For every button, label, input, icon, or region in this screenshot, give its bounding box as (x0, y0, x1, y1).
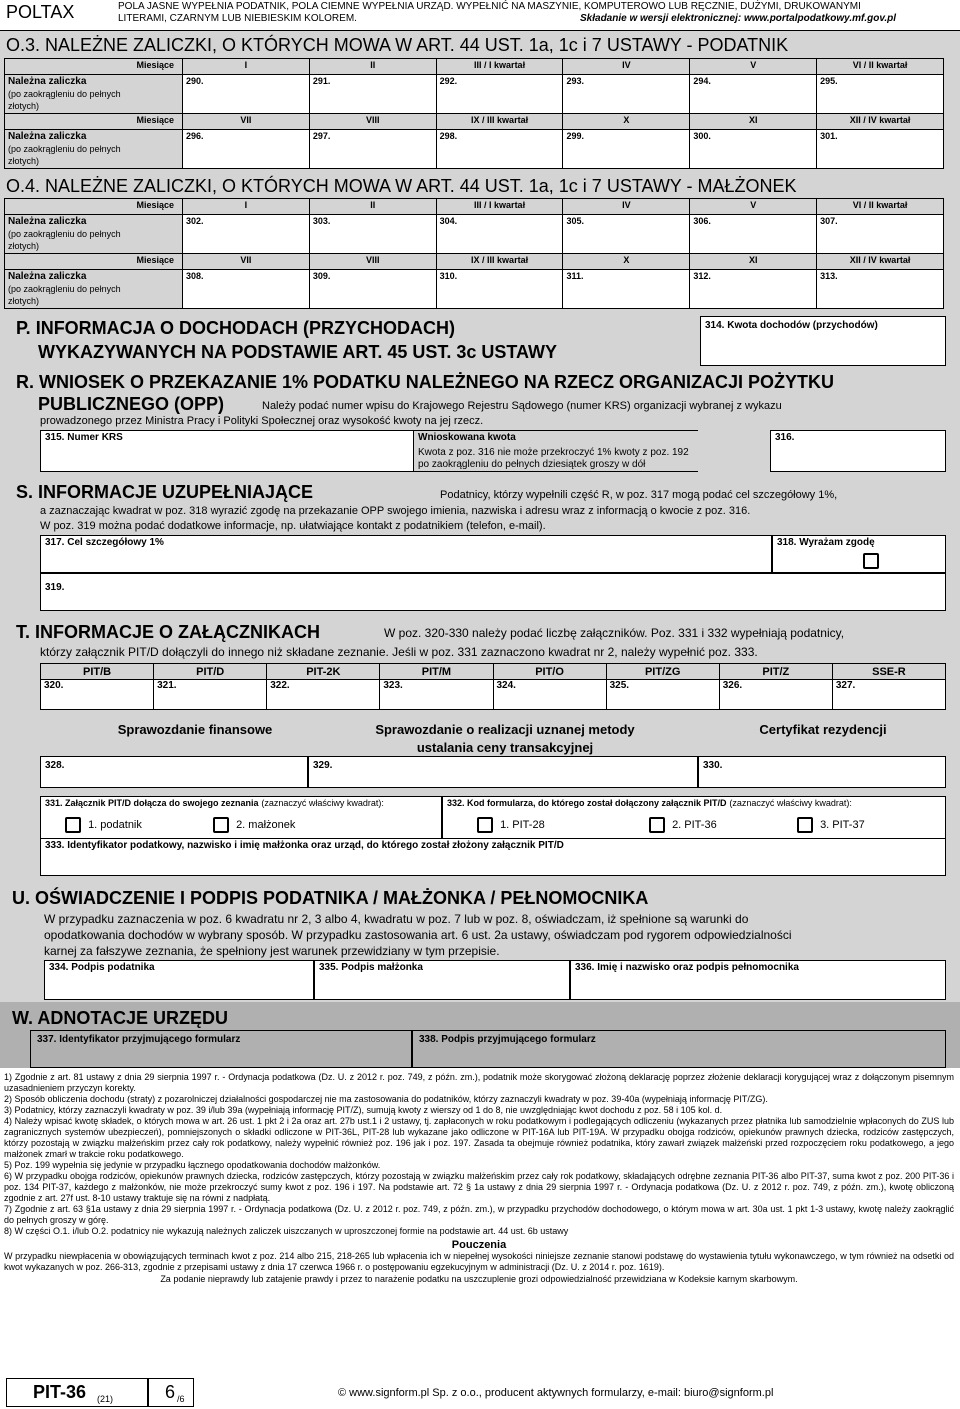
page-header (0, 0, 960, 26)
field-307[interactable]: 307. (817, 215, 944, 254)
field-331-label: 331. Załącznik PIT/D dołącza do swojego zeznania (45, 798, 259, 808)
field-325[interactable]: 325. (606, 680, 719, 710)
section-t-desc-2: którzy załącznik PIT/D dołączyli do innego niż składane zeznanie. Jeśli w poz. 331 zaznaczono kwadrat nr 2, należy wypełnić poz. 333. (40, 645, 758, 659)
checkbox-331-1[interactable] (65, 817, 81, 833)
field-290[interactable]: 290. (183, 75, 310, 114)
footer-credit: © www.signform.pl Sp. z o.o., producent aktywnych formularzy, e-mail: biuro@signform.pl (338, 1387, 774, 1399)
attachments-table (40, 663, 946, 710)
section-u-text-3: karnej za fałszywe zeznania, że spełniony jest warunek przewidziany w tym przepisie. (44, 944, 500, 958)
transfer-report-label-2: ustalania ceny transakcyjnej (416, 740, 594, 755)
attach-header: PIT/M (380, 664, 493, 680)
months-header: Miesiące (5, 254, 183, 270)
attach-header: PIT/D (154, 664, 267, 680)
month-col: VII (183, 114, 310, 130)
option-label: 3. PIT-37 (820, 818, 865, 831)
row-label-sub: (po zaokrągleniu do pełnych (8, 284, 121, 294)
month-col: VII (183, 254, 310, 270)
option-label: 2. małżonek (236, 818, 296, 831)
month-col: X (563, 254, 690, 270)
option-331-2[interactable] (213, 817, 295, 833)
month-col: IV (563, 199, 690, 215)
o3-table (4, 58, 944, 169)
row-label-sub: złotych) (8, 101, 40, 111)
attach-header: PIT/ZG (606, 664, 719, 680)
option-332-3[interactable] (797, 817, 865, 833)
field-323[interactable]: 323. (380, 680, 493, 710)
field-291[interactable]: 291. (309, 75, 436, 114)
field-312[interactable]: 312. (690, 270, 817, 309)
month-col: VI / II kwartał (817, 59, 944, 75)
section-s-desc-2: a zaznaczając kwadrat w poz. 318 wyrazić zgodę na przekazanie OPP swojego imienia, nazwiska i adresu wraz z informacją o kwocie z poz. 316. (40, 505, 751, 517)
field-316[interactable] (770, 430, 946, 472)
field-298[interactable]: 298. (436, 130, 563, 169)
section-r (0, 370, 960, 478)
month-col: IX / III kwartał (436, 254, 563, 270)
field-337-label: 337. Identyfikator przyjmującego formularz (37, 1034, 241, 1045)
month-col: II (309, 199, 436, 215)
pouczenia-title: Pouczenia (451, 1239, 507, 1251)
row-label-main: Należna zaliczka (8, 271, 87, 282)
month-col: IV (563, 59, 690, 75)
month-col: IX / III kwartał (436, 114, 563, 130)
field-324[interactable]: 324. (493, 680, 606, 710)
field-319-label: 319. (45, 582, 65, 593)
footnote-6: 6) W przypadku obojga rodziców, opiekunów prawnych dziecka, rodziców zastępczych, którzy pozostają w związku małżeńskim przez cały rok podatkowy, składających odrębne zeznania PIT-36 albo PIT-37, suma kwot z poz. 200 PIT-36 i poz. 134 PIT-37, każdego z małżonków, nie może przekroczyć sumy kwot z poz. 196 i 197. Na podstawie art. 72 § 1a ustawy z dnia 29 sierpnia 1997 r. - Ordynacja podatkowa (Dz. U. z 2012 r. poz. 749, z późn. zm.), kwotę obliczoną zgodnie z art. 27f ust. 8-10 ustawy traktuje się na równi z nadpłatą. (4, 1171, 954, 1203)
field-314-label: 314. Kwota dochodów (przychodów) (705, 320, 878, 331)
field-317-label: 317. Cel szczegółowy 1% (45, 537, 164, 548)
field-317[interactable] (40, 535, 772, 573)
month-col: VI / II kwartał (817, 199, 944, 215)
field-318[interactable] (772, 535, 946, 573)
option-label: 1. podatnik (88, 818, 142, 831)
field-310[interactable]: 310. (436, 270, 563, 309)
header-line1: POLA JASNE WYPEŁNIA PODATNIK, POLA CIEMNE WYPEŁNIA URZĄD. WYPEŁNIĆ NA MASZYNIE, KOMPUTEROWO LUB RĘCZNIE, DUŻYMI, DRUKOWANYMI (118, 1, 861, 12)
section-r-title-1: R. WNIOSEK O PRZEKAZANIE 1% PODATKU NALEŻNEGO NA RZECZ ORGANIZACJI POŻYTKU (16, 372, 835, 392)
page-number: 6 (165, 1382, 176, 1402)
footnote-1: 1) Zgodnie z art. 81 ustawy z dnia 29 sierpnia 1997 r. - Ordynacja podatkowa (Dz. U. z 2012 r. poz. 749, z późn. zm.), podatnik może skorygować złożoną deklarację poprzez złożenie deklaracji korygującej wraz z dołączonym pisemnym uzasadnieniem przyczyn korekty. (4, 1072, 954, 1093)
section-o3 (0, 30, 960, 178)
footnote-8: 8) W części O.1. i/lub O.2. podatnicy nie wykazują należnych zaliczek uiszczanych w uproszczonej formie na podstawie art. 44 ust. 6b ustawy (4, 1226, 569, 1236)
row-label (5, 215, 183, 254)
field-293[interactable]: 293. (563, 75, 690, 114)
field-335-label: 335. Podpis małżonka (319, 962, 423, 973)
row-label-main: Należna zaliczka (8, 216, 87, 227)
footnote-7: 7) Zgodnie z art. 63 §1a ustawy z dnia 29 sierpnia 1997 r. - Ordynacja podatkowa (Dz. U. z 2012 r. poz. 749, z późn. zm.), w przypadku przychodów dochodowego, o którym mowa w art. 30a ust. 1 pkt 1-3 ustawy, kwotę należy zaokrąglić do pełnych groszy w górę. (4, 1204, 954, 1225)
form-code: PIT-36 (33, 1382, 87, 1402)
transfer-report-label-1: Sprawozdanie o realizacji uznanej metody (375, 722, 635, 737)
field-335[interactable] (314, 960, 570, 1000)
row-label (5, 75, 183, 114)
field-301[interactable]: 301. (817, 130, 944, 169)
month-col: III / I kwartał (436, 199, 563, 215)
month-col: XII / IV kwartał (817, 114, 944, 130)
section-w-title: W. ADNOTACJE URZĘDU (12, 1008, 228, 1028)
attach-header: PIT/B (41, 664, 154, 680)
section-r-title-2: PUBLICZNEGO (OPP) (38, 394, 225, 414)
form-version: (21) (97, 1394, 114, 1404)
row-label (5, 130, 183, 169)
checkbox-332-2[interactable] (649, 817, 665, 833)
section-p-title-1: P. INFORMACJA O DOCHODACH (PRZYCHODACH) (16, 318, 456, 338)
field-326[interactable]: 326. (719, 680, 832, 710)
field-329[interactable] (308, 756, 698, 788)
field-305[interactable]: 305. (563, 215, 690, 254)
field-328-label: 328. (45, 760, 65, 771)
section-r-desc-1: Należy podać numer wpisu do Krajowego Rejestru Sądowego (numer KRS) organizacji wybranej z wykazu (262, 400, 782, 412)
amount-note-2: po zaokrągleniu do pełnych dziesiątek groszy w dół (418, 459, 646, 470)
field-332-label: 332. Kod formularza, do którego został dołączony załącznik PIT/D (447, 798, 727, 808)
footnote-2: 2) Sposób obliczenia dochodu (straty) z pozarolniczej działalności gospodarczej nie ma zastosowania do podatników, którzy zaznaczyli kwadraty w poz. 39-40a (wypełniają informację PIT/ZG). (4, 1094, 768, 1104)
field-306[interactable]: 306. (690, 215, 817, 254)
field-294[interactable]: 294. (690, 75, 817, 114)
field-302[interactable]: 302. (183, 215, 310, 254)
section-o3-title: O.3. NALEŻNE ZALICZKI, O KTÓRYCH MOWA W ART. 44 UST. 1a, 1c i 7 USTAWY - PODATNIK (6, 35, 789, 55)
section-u-text-1: W przypadku zaznaczenia w poz. 6 kwadratu nr 2, 3 albo 4, kwadratu w poz. 7 lub w poz. 8, oświadczam, iż spełnione są warunki do (44, 912, 749, 926)
attach-header: PIT/Z (719, 664, 832, 680)
field-337 (30, 1030, 412, 1068)
section-s-desc-3: W poz. 319 można podać dodatkowe informacje, np. ułatwiające kontakt z podatnikiem (telefon, e-mail). (40, 520, 546, 532)
option-label: 2. PIT-36 (672, 818, 717, 831)
field-332[interactable] (442, 796, 946, 840)
section-u-title: U. OŚWIADCZENIE I PODPIS PODATNIKA / MAŁŻONKA / PEŁNOMOCNIKA (12, 888, 649, 908)
field-331[interactable] (40, 796, 442, 840)
header-line2: LITERAMI, CZARNYM LUB NIEBIESKIM KOLOREM. (118, 13, 357, 24)
field-331-header (41, 797, 441, 810)
section-s-desc-1: Podatnicy, którzy wypełnili część R, w poz. 317 mogą podać cel szczegółowy 1%, (440, 489, 838, 501)
row-label-sub: złotych) (8, 156, 40, 166)
footnote-5: 5) Poz. 199 wypełnia się jedynie w przypadku łącznego opodatkowania dochodów małżonków. (4, 1160, 381, 1170)
footnote-4: 4) Należy wpisać kwotę składek, o których mowa w art. 26 ust. 1 pkt 2 i 2a oraz art. 27b ust.1 i 2 ustawy, tj. zapłaconych w roku podatkowym i podlegających odliczeniu (wykazanych przez płatnika lub samodzielnie wpłaconych do ZUS lub zagranicznych systemów ubezpieczeń), pomniejszonych o składki odliczone w PIT-36L, PIT-28 lub wykazane jako odliczone w PIT-16A lub PIT-19A. W przypadku obojga rodziców, opiekunów prawnych dziecka, rodziców zastępczych, którzy pozostają w związku małżeńskim przez cały rok podatkowy, należy wypełnić również poz. 196 jak i poz. 197. Zasada ta obejmuje również podatnika, który zawarł związek małżeński przed rozpoczęciem roku podatkowego, a jego małżonek zmarł w trakcie roku podatkowego. (4, 1116, 954, 1159)
field-336-label: 336. Imię i nazwisko oraz podpis pełnomocnika (575, 962, 799, 973)
field-328[interactable] (40, 756, 308, 788)
month-col: III / I kwartał (436, 59, 563, 75)
section-p (0, 314, 960, 370)
field-315[interactable] (40, 430, 414, 472)
field-300[interactable]: 300. (690, 130, 817, 169)
field-334[interactable] (44, 960, 314, 1000)
month-col: I (183, 199, 310, 215)
brand-logo: POLTAX (6, 2, 75, 22)
page-number-box (148, 1378, 194, 1407)
month-col: VIII (309, 254, 436, 270)
months-header: Miesiące (5, 199, 183, 215)
option-332-1[interactable] (477, 817, 545, 833)
months-header: Miesiące (5, 114, 183, 130)
field-329-label: 329. (313, 760, 333, 771)
section-s (0, 478, 960, 616)
row-label (5, 270, 183, 309)
o4-table (4, 198, 944, 309)
field-338-label: 338. Podpis przyjmującego formularz (419, 1034, 596, 1045)
field-304[interactable]: 304. (436, 215, 563, 254)
option-label: 1. PIT-28 (500, 818, 545, 831)
month-col: X (563, 114, 690, 130)
field-320[interactable]: 320. (41, 680, 154, 710)
residence-cert-label: Certyfikat rezydencji (759, 722, 887, 737)
field-303[interactable]: 303. (309, 215, 436, 254)
field-332-header (443, 797, 945, 810)
option-331-1[interactable] (65, 817, 142, 833)
field-296[interactable]: 296. (183, 130, 310, 169)
field-338 (412, 1030, 946, 1068)
amount-note-1: Kwota z poz. 316 nie może przekroczyć 1% kwoty z poz. 192 (418, 447, 689, 458)
checkbox-331-2[interactable] (213, 817, 229, 833)
row-label-sub: (po zaokrągleniu do pełnych (8, 144, 121, 154)
section-t-title: T. INFORMACJE O ZAŁĄCZNIKACH (16, 622, 320, 642)
page-total: /6 (177, 1394, 185, 1404)
field-327[interactable]: 327. (832, 680, 945, 710)
row-label-sub: złotych) (8, 296, 40, 306)
field-309[interactable]: 309. (309, 270, 436, 309)
section-w (0, 1002, 960, 1068)
field-313[interactable]: 313. (817, 270, 944, 309)
field-331-note: (zaznaczyć właściwy kwadrat): (261, 798, 384, 808)
row-label-main: Należna zaliczka (8, 131, 87, 142)
attach-header: SSE-R (832, 664, 945, 680)
field-308[interactable]: 308. (183, 270, 310, 309)
month-col: I (183, 59, 310, 75)
attach-header: PIT/O (493, 664, 606, 680)
month-col: V (690, 199, 817, 215)
option-332-2[interactable] (649, 817, 717, 833)
field-314[interactable] (700, 316, 946, 366)
attach-header: PIT-2K (267, 664, 380, 680)
field-322[interactable]: 322. (267, 680, 380, 710)
section-r-desc-2: prowadzonego przez Ministra Pracy i Polityki Społecznej oraz wysokość kwoty na jej rzecz. (40, 415, 484, 427)
section-t-desc-1: W poz. 320-330 należy podać liczbę załączników. Poz. 331 i 332 wypełniają podatnicy, (384, 626, 845, 640)
field-333[interactable] (40, 838, 946, 876)
section-o4-title: O.4. NALEŻNE ZALICZKI, O KTÓRYCH MOWA W ART. 44 UST. 1a, 1c i 7 USTAWY - MAŁŻONEK (6, 176, 797, 196)
field-333-label: 333. Identyfikator podatkowy, nazwisko i imię małżonka oraz urząd, do którego został złożony załącznik PIT/D (45, 840, 564, 851)
section-u (0, 882, 960, 1002)
field-297[interactable]: 297. (309, 130, 436, 169)
field-321[interactable]: 321. (154, 680, 267, 710)
field-292[interactable]: 292. (436, 75, 563, 114)
footnote-3: 3) Podatnicy, którzy zaznaczyli kwadraty w poz. 39 i/lub 39a (wypełniają informację PIT/Z), sumują kwoty z wierszy od 1 do 8, nie uwzględniając kwot dochodu z poz. 58 i 105 kol. d. (4, 1105, 723, 1115)
field-311[interactable]: 311. (563, 270, 690, 309)
month-col: VIII (309, 114, 436, 130)
pouczenia-text-2: Za podanie nieprawdy lub zatajenie prawdy i przez to narażenie podatku na uszczuplenie grozi odpowiedzialność przewidziana w Kodeksie karnym skarbowym. (160, 1274, 798, 1284)
month-col: V (690, 59, 817, 75)
row-label-sub: (po zaokrągleniu do pełnych (8, 89, 121, 99)
field-295[interactable]: 295. (817, 75, 944, 114)
section-o4 (0, 172, 960, 314)
checkbox-332-3[interactable] (797, 817, 813, 833)
month-col: XI (690, 114, 817, 130)
section-s-title: S. INFORMACJE UZUPEŁNIAJĄCE (16, 482, 314, 502)
field-332-note: (zaznaczyć właściwy kwadrat): (729, 798, 852, 808)
field-299[interactable]: 299. (563, 130, 690, 169)
field-318-label: 318. Wyrażam zgodę (777, 537, 875, 548)
section-p-title-2: WYKAZYWANYCH NA PODSTAWIE ART. 45 UST. 3c USTAWY (38, 342, 558, 362)
field-315-label: 315. Numer KRS (45, 432, 123, 443)
fin-report-label: Sprawozdanie finansowe (117, 722, 273, 737)
checkbox-332-1[interactable] (477, 817, 493, 833)
month-col: XII / IV kwartał (817, 254, 944, 270)
checkbox-318[interactable] (863, 553, 879, 569)
row-label-sub: (po zaokrągleniu do pełnych (8, 229, 121, 239)
field-330-label: 330. (703, 760, 723, 771)
amount-label: Wnioskowana kwota (418, 432, 516, 443)
field-316-label: 316. (775, 432, 795, 443)
amount-label-box (414, 430, 698, 472)
month-col: XI (690, 254, 817, 270)
footnotes (4, 1072, 954, 1285)
field-334-label: 334. Podpis podatnika (49, 962, 155, 973)
section-u-text-2: opodatkowania dochodów w wybrany sposób. W przypadku zastosowania art. 6 ust. 2a ustawy, oświadczam pod rygorem odpowiedzialności (44, 928, 792, 942)
form-id-box (6, 1378, 148, 1407)
month-col: II (309, 59, 436, 75)
field-336[interactable] (570, 960, 946, 1000)
months-header: Miesiące (5, 59, 183, 75)
field-319[interactable] (40, 573, 946, 611)
section-t (0, 616, 960, 882)
row-label-sub: złotych) (8, 241, 40, 251)
pouczenia-text: W przypadku niewpłacenia w obowiązujących terminach kwot z poz. 214 albo 215, 218-265 lub wpłacenia ich w niepełnej wysokości niniejsze zeznanie stanowi podstawę do wystawienia tytułu wykonawczego, w tym również na odsetki od kwot wykazanych w poz. 266-313, zgodnie z przepisami ustawy z dnia 17 czerwca 1966 r. o postępowaniu egzekucyjnym w administracji (Dz. U. z 2014 r. poz. 1619). (4, 1251, 954, 1272)
field-330[interactable] (698, 756, 946, 788)
row-label-main: Należna zaliczka (8, 76, 87, 87)
header-eform-link[interactable]: Składanie w wersji elektronicznej: www.portalpodatkowy.mf.gov.pl (580, 13, 896, 24)
